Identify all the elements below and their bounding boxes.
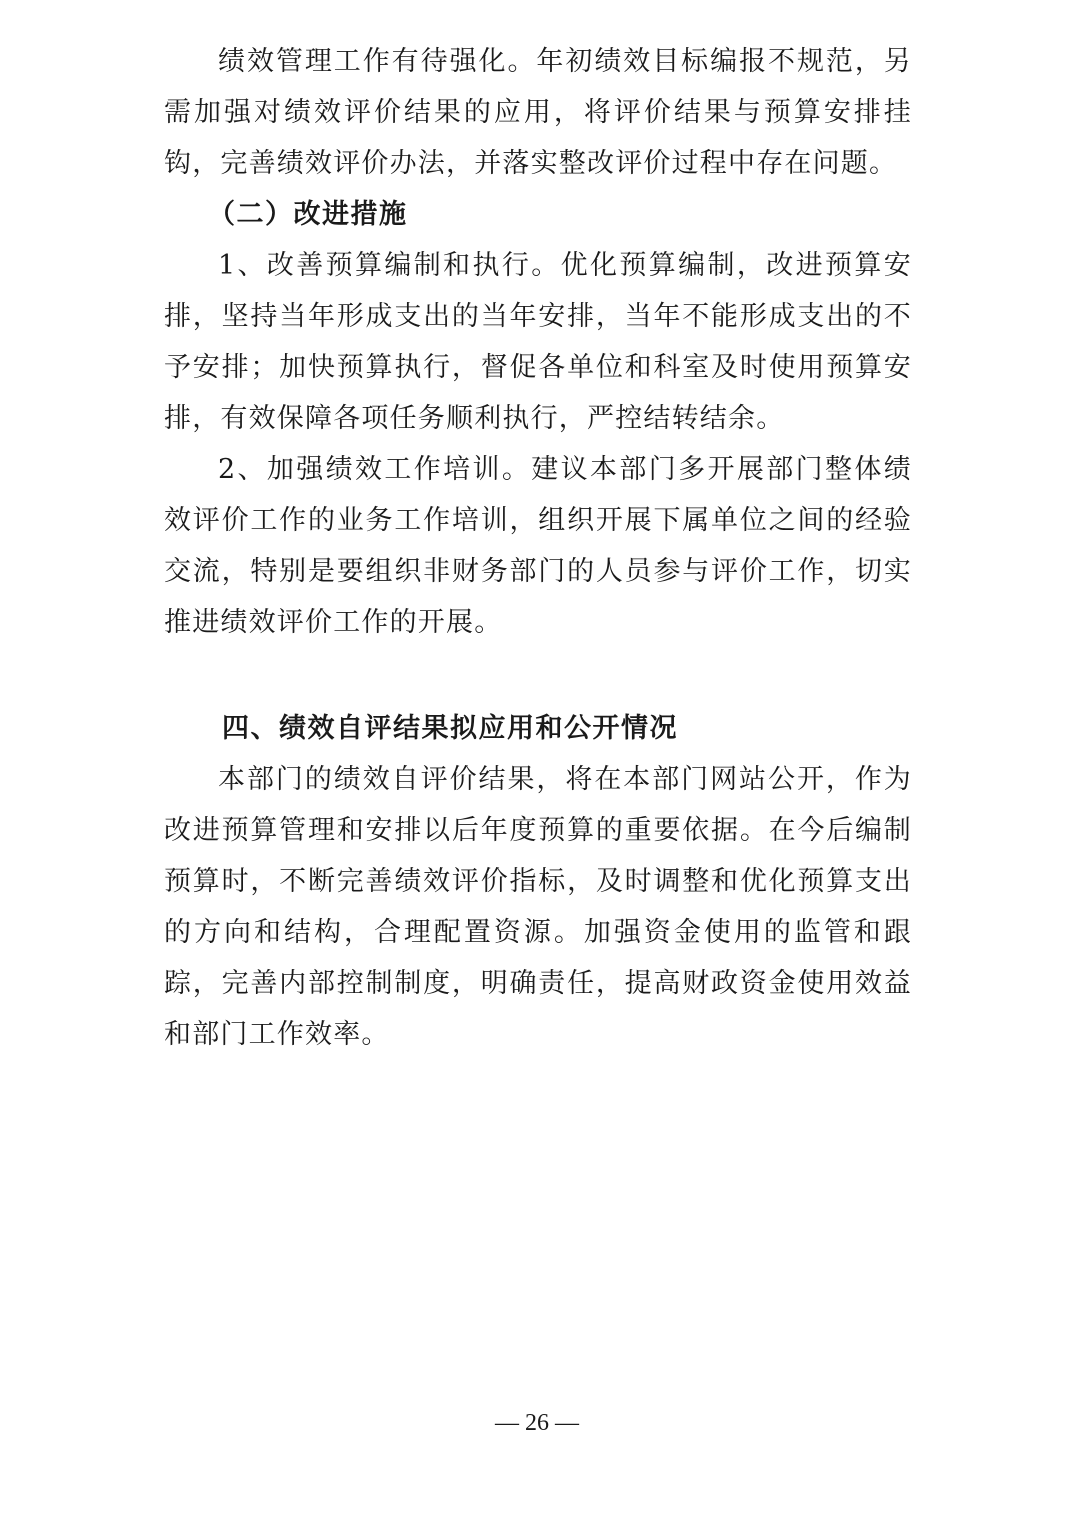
paragraph-budget-execution: 1、改善预算编制和执行。优化预算编制，改进预算安排，坚持当年形成支出的当年安排，当年不能形成支出的不予安排；加快预算执行，督促各单位和科室及时使用预算安排，有效保障各项任务顺利执行，严控结转结余。 — [164, 250, 912, 434]
paragraph-performance-management: 绩效管理工作有待强化。年初绩效目标编报不规范，另需加强对绩效评价结果的应用，将评价结果与预算安排挂钩，完善绩效评价办法，并落实整改评价过程中存在问题。 — [164, 46, 912, 179]
paragraph-performance-training: 2、加强绩效工作培训。建议本部门多开展部门整体绩效评价工作的业务工作培训，组织开展下属单位之间的经验交流，特别是要组织非财务部门的人员参与评价工作，切实推进绩效评价工作的开展。 — [164, 454, 912, 638]
page-number: — 26 — — [495, 1410, 579, 1436]
section-heading-results-application: 四、绩效自评结果拟应用和公开情况 — [222, 713, 678, 744]
document-body — [164, 36, 912, 1060]
sub-heading-improvement-measures: （二）改进措施 — [208, 199, 408, 230]
paragraph-results-disclosure: 本部门的绩效自评价结果，将在本部门网站公开，作为改进预算管理和安排以后年度预算的重要依据。在今后编制预算时，不断完善绩效评价指标，及时调整和优化预算支出的方向和结构，合理配置资源。加强资金使用的监管和跟踪，完善内部控制制度，明确责任，提高财政资金使用效益和部门工作效率。 — [164, 764, 912, 1050]
